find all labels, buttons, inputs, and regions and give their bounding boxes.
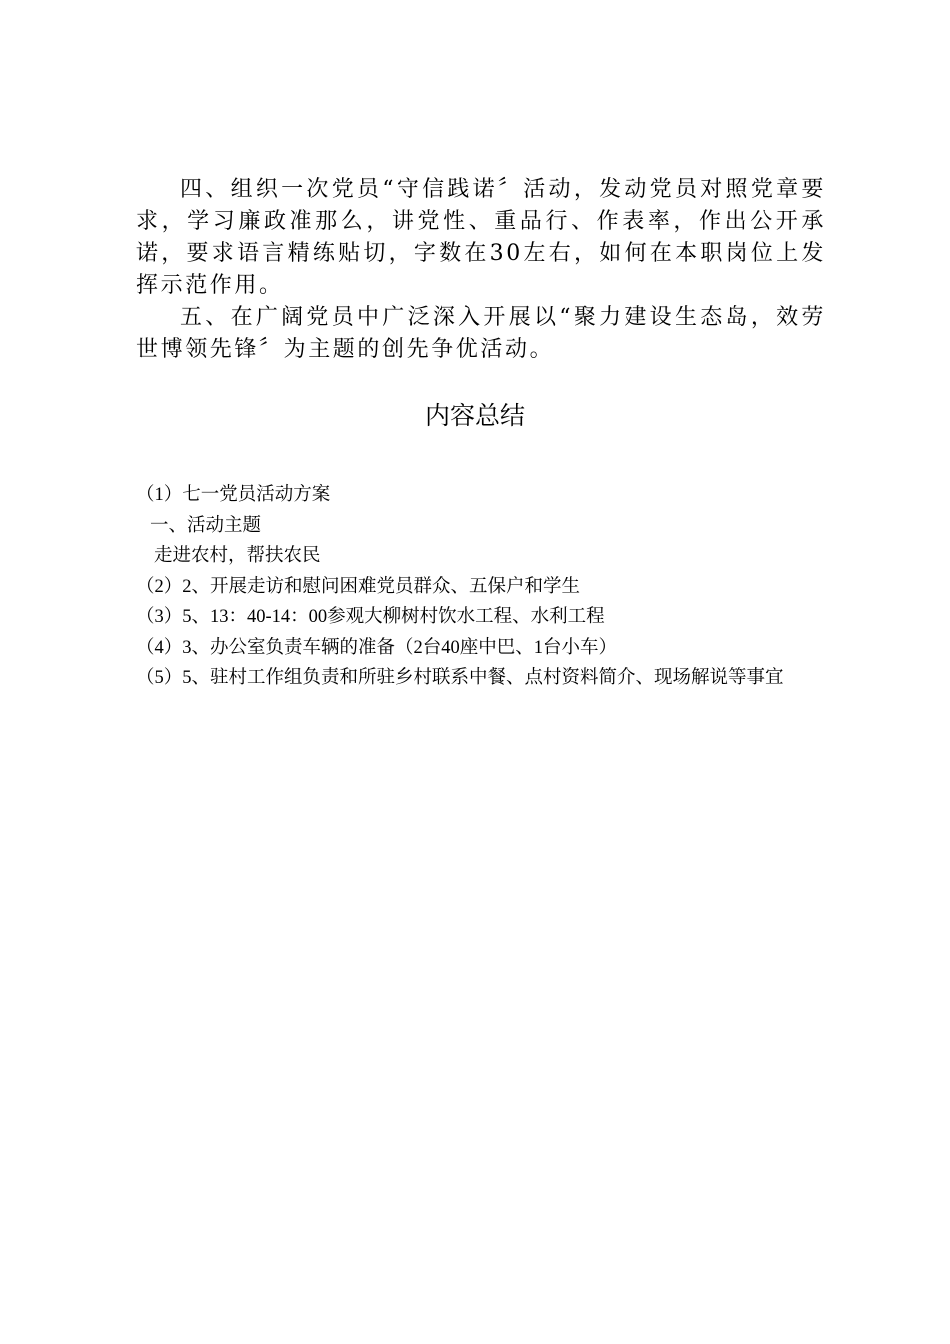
summary-item: （2）2、开展走访和慰问困难党员群众、五保户和学生 — [136, 576, 581, 597]
summary-item: 走进农村，帮扶农民 — [154, 546, 321, 566]
paragraph-five: 五、在广阔党员中广泛深入开展以“聚力建设生态岛，效劳世博领先锋〞为主题的创先争优活动。 — [136, 305, 826, 362]
summary-list — [136, 480, 826, 694]
summary-title: 内容总结 — [424, 401, 525, 430]
summary-item: （1）七一党员活动方案 — [136, 485, 331, 505]
summary-item: （4）3、办公室负责车辆的准备（2台40座中巴、1台小车） — [136, 637, 618, 658]
body-text — [136, 174, 826, 366]
summary-item: （3）5、13：40-14：00参观大柳树村饮水工程、水利工程 — [136, 607, 605, 627]
summary-item: （5）5、驻村工作组负责和所驻乡村联系中餐、点村资料简介、现场解说等事宜 — [136, 668, 784, 688]
summary-item: 一、活动主题 — [150, 515, 262, 536]
paragraph-four: 四、组织一次党员“守信践诺〞活动，发动党员对照党章要求，学习廉政准那么，讲党性、重品行、作表率，作出公开承诺，要求语言精练贴切，字数在30左右，如何在本职岗位上发挥示范作用。 — [136, 177, 826, 298]
